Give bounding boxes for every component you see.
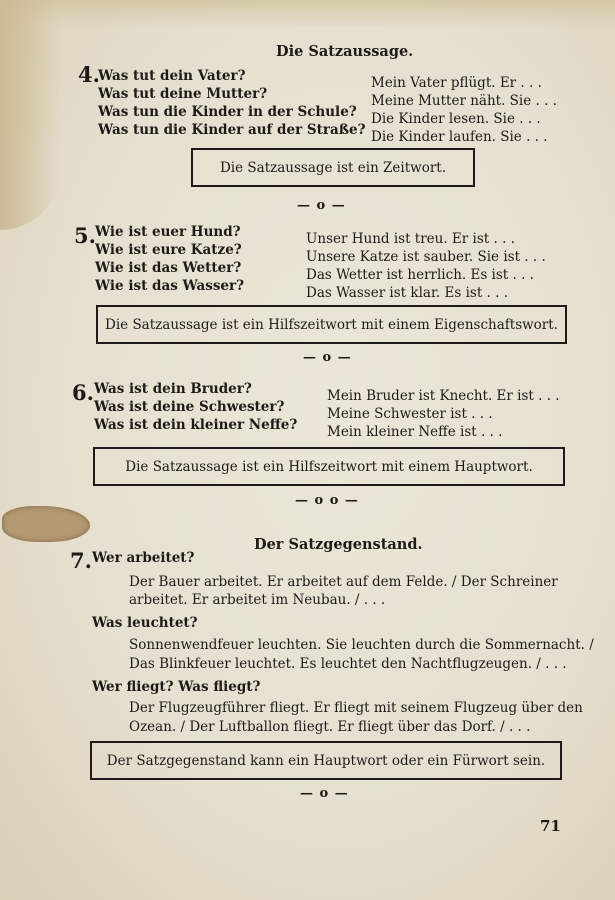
rule-box: Der Satzgegenstand kann ein Hauptwort oder ein Fürwort sein. <box>90 741 562 780</box>
answer: Unsere Katze ist sauber. Sie ist . . . <box>306 249 546 265</box>
rule-box: Die Satzaussage ist ein Hilfszeitwort mit einem Eigenschaftswort. <box>96 305 567 344</box>
section-title: Der Satzgegenstand. <box>254 536 423 553</box>
question: Was tut dein Vater? <box>98 68 246 84</box>
answer-line: Sonnenwendfeuer leuchten. Sie leuchten durch die Sommernacht. / <box>129 637 594 653</box>
torn-paper-patch <box>2 506 90 542</box>
answer: Das Wetter ist herrlich. Es ist . . . <box>306 267 534 283</box>
exercise-number: 5. <box>74 223 96 248</box>
answer-line: arbeitet. Er arbeitet im Neubau. / . . . <box>129 592 386 608</box>
answer: Meine Schwester ist . . . <box>327 406 493 422</box>
question: Was ist dein kleiner Neffe? <box>94 417 298 433</box>
answer: Meine Mutter näht. Sie . . . <box>371 93 557 109</box>
question: Was ist deine Schwester? <box>94 399 285 415</box>
question: Was tun die Kinder in der Schule? <box>98 104 357 120</box>
answer-line: Das Blinkfeuer leuchtet. Es leuchtet den Nachtflugzeugen. / . . . <box>129 656 567 672</box>
question: Wer fliegt? Was fliegt? <box>92 679 261 695</box>
separator: — o o — <box>295 493 359 508</box>
rule-box: Die Satzaussage ist ein Hilfszeitwort mit einem Hauptwort. <box>93 447 565 486</box>
question: Was tut deine Mutter? <box>98 86 268 102</box>
question: Was ist dein Bruder? <box>94 381 252 397</box>
rule-box: Die Satzaussage ist ein Zeitwort. <box>191 148 475 187</box>
separator: — o — <box>297 198 346 213</box>
answer-line: Der Bauer arbeitet. Er arbeitet auf dem Felde. / Der Schreiner <box>129 574 558 590</box>
answer: Die Kinder laufen. Sie . . . <box>371 129 548 145</box>
question: Wie ist euer Hund? <box>95 224 241 240</box>
paper-stain <box>0 0 60 230</box>
question: Wie ist das Wetter? <box>95 260 242 276</box>
exercise-number: 7. <box>70 548 92 573</box>
question: Was leuchtet? <box>92 615 198 631</box>
answer: Mein Vater pflügt. Er . . . <box>371 75 542 91</box>
answer-line: Ozean. / Der Luftballon fliegt. Er fliegt über das Dorf. / . . . <box>129 719 531 735</box>
question: Was tun die Kinder auf der Straße? <box>98 122 366 138</box>
answer: Das Wasser ist klar. Es ist . . . <box>306 285 508 301</box>
exercise-number: 4. <box>78 62 100 87</box>
page-number: 71 <box>540 817 561 835</box>
answer-line: Der Flugzeugführer fliegt. Er fliegt mit seinem Flugzeug über den <box>129 700 583 716</box>
answer: Mein Bruder ist Knecht. Er ist . . . <box>327 388 560 404</box>
question: Wie ist das Wasser? <box>95 278 245 294</box>
answer: Die Kinder lesen. Sie . . . <box>371 111 541 127</box>
exercise-number: 6. <box>72 380 94 405</box>
answer: Mein kleiner Neffe ist . . . <box>327 424 503 440</box>
separator: — o — <box>300 786 349 801</box>
section-title: Die Satzaussage. <box>276 43 414 60</box>
answer: Unser Hund ist treu. Er ist . . . <box>306 231 515 247</box>
question: Wer arbeitet? <box>92 550 195 566</box>
separator: — o — <box>303 350 352 365</box>
paper-stain <box>0 0 615 28</box>
question: Wie ist eure Katze? <box>95 242 242 258</box>
